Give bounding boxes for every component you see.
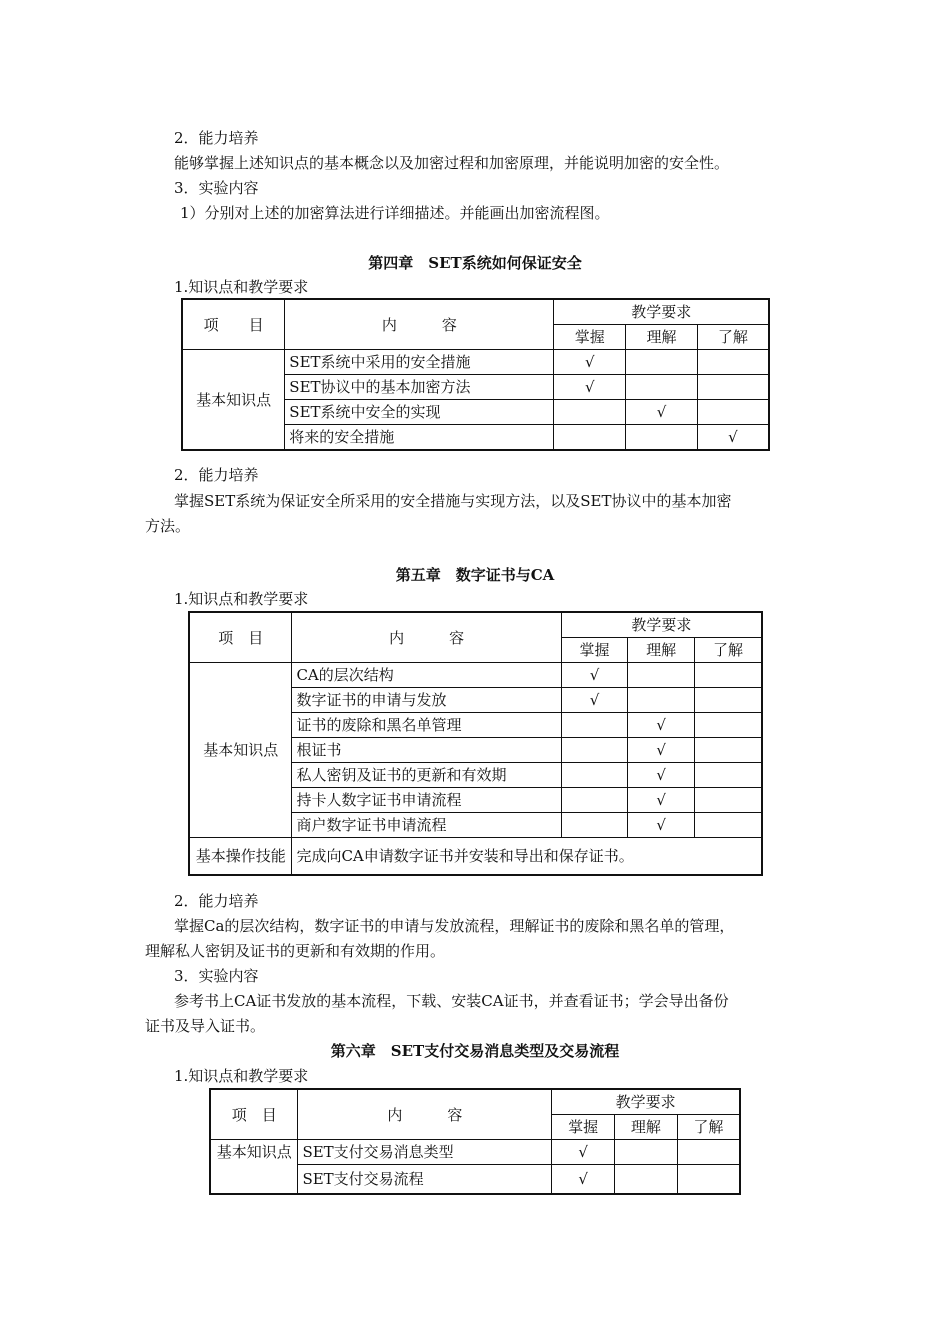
ch5-ability-line2: 理解私人密钥及证书的更新和有效期的作用。 xyxy=(145,942,446,960)
know-cell xyxy=(694,688,762,713)
chapter-4-title: 第四章 SET系统如何保证安全 xyxy=(368,254,582,272)
know-cell xyxy=(697,375,769,400)
col-header-master: 掌握 xyxy=(554,325,626,350)
category-cell: 基本知识点 xyxy=(210,1140,298,1165)
know-cell: √ xyxy=(697,425,769,451)
master-cell xyxy=(554,425,626,451)
col-header-know: 了解 xyxy=(677,1115,740,1140)
know-cell xyxy=(694,763,762,788)
master-cell xyxy=(561,788,628,813)
know-cell xyxy=(694,713,762,738)
experiment-label: 3．实验内容 xyxy=(174,179,259,197)
ch4-knowledge-label: 1.知识点和教学要求 xyxy=(174,278,309,296)
master-cell xyxy=(561,713,628,738)
ch4-ability-label: 2．能力培养 xyxy=(174,466,259,484)
understand-cell: √ xyxy=(626,400,698,425)
understand-cell: √ xyxy=(628,788,695,813)
know-cell xyxy=(697,350,769,375)
master-cell: √ xyxy=(561,688,628,713)
col-header-content: 内 容 xyxy=(292,612,561,663)
ch6-knowledge-label: 1.知识点和教学要求 xyxy=(174,1067,309,1085)
content-cell: 根证书 xyxy=(292,738,561,763)
col-header-item: 项 目 xyxy=(189,612,292,663)
know-cell xyxy=(677,1165,740,1195)
understand-cell xyxy=(628,688,695,713)
content-cell: 持卡人数字证书申请流程 xyxy=(292,788,561,813)
col-header-item: 项 目 xyxy=(182,299,285,350)
content-cell: SET系统中采用的安全措施 xyxy=(285,350,554,375)
col-header-understand: 理解 xyxy=(615,1115,678,1140)
content-cell: 证书的废除和黑名单管理 xyxy=(292,713,561,738)
understand-cell: √ xyxy=(628,763,695,788)
col-header-understand: 理解 xyxy=(628,638,695,663)
ch4-ability-line1: 掌握SET系统为保证安全所采用的安全措施与实现方法，以及SET协议中的基本加密 xyxy=(174,492,732,510)
content-cell: 数字证书的申请与发放 xyxy=(292,688,561,713)
table-row xyxy=(210,1140,740,1165)
know-cell xyxy=(697,400,769,425)
table-row xyxy=(182,350,769,375)
know-cell xyxy=(694,788,762,813)
col-header-know: 了解 xyxy=(697,325,769,350)
ch5-experiment-line1: 参考书上CA证书发放的基本流程，下载、安装CA证书，并查看证书；学会导出备份 xyxy=(174,992,729,1010)
col-header-requirement: 教学要求 xyxy=(561,612,762,638)
col-header-understand: 理解 xyxy=(626,325,698,350)
chapter-6-title: 第六章 SET支付交易消息类型及交易流程 xyxy=(330,1042,620,1060)
content-cell: SET系统中安全的实现 xyxy=(285,400,554,425)
master-cell xyxy=(554,400,626,425)
master-cell: √ xyxy=(554,350,626,375)
content-cell: SET支付交易流程 xyxy=(298,1165,552,1195)
ch5-experiment-label: 3．实验内容 xyxy=(174,967,259,985)
table-row xyxy=(189,838,762,876)
ch5-knowledge-label: 1.知识点和教学要求 xyxy=(174,590,309,608)
col-header-requirement: 教学要求 xyxy=(554,299,769,325)
understand-cell xyxy=(615,1140,678,1165)
category-cell: 基本知识点 xyxy=(189,663,292,838)
ch6-requirements-table xyxy=(209,1088,741,1195)
know-cell xyxy=(694,738,762,763)
master-cell xyxy=(561,763,628,788)
content-cell: SET支付交易消息类型 xyxy=(298,1140,552,1165)
master-cell xyxy=(561,813,628,838)
understand-cell: √ xyxy=(628,713,695,738)
category-cell-empty xyxy=(210,1165,298,1195)
ops-category-cell: 基本操作技能 xyxy=(189,838,292,876)
category-cell: 基本知识点 xyxy=(182,350,285,451)
understand-cell xyxy=(615,1165,678,1195)
master-cell: √ xyxy=(552,1140,615,1165)
know-cell xyxy=(694,813,762,838)
understand-cell xyxy=(628,663,695,688)
content-cell: 将来的安全措施 xyxy=(285,425,554,451)
col-header-know: 了解 xyxy=(694,638,762,663)
col-header-item: 项 目 xyxy=(210,1089,298,1140)
col-header-master: 掌握 xyxy=(552,1115,615,1140)
understand-cell xyxy=(626,375,698,400)
master-cell: √ xyxy=(554,375,626,400)
content-cell: CA的层次结构 xyxy=(292,663,561,688)
know-cell xyxy=(694,663,762,688)
table-row xyxy=(210,1165,740,1195)
content-cell: 私人密钥及证书的更新和有效期 xyxy=(292,763,561,788)
content-cell: 商户数字证书申请流程 xyxy=(292,813,561,838)
master-cell: √ xyxy=(552,1165,615,1195)
experiment-text: 1）分别对上述的加密算法进行详细描述。并能画出加密流程图。 xyxy=(180,204,610,222)
chapter-5-title: 第五章 数字证书与CA xyxy=(395,566,555,584)
ch5-requirements-table xyxy=(188,611,763,876)
master-cell: √ xyxy=(561,663,628,688)
ch4-ability-line2: 方法。 xyxy=(145,517,191,535)
ch5-ability-label: 2．能力培养 xyxy=(174,892,259,910)
ability-text: 能够掌握上述知识点的基本概念以及加密过程和加密原理，并能说明加密的安全性。 xyxy=(174,154,730,172)
ability-label: 2．能力培养 xyxy=(174,129,259,147)
ch5-experiment-line2: 证书及导入证书。 xyxy=(145,1017,266,1035)
col-header-content: 内 容 xyxy=(298,1089,552,1140)
col-header-requirement: 教学要求 xyxy=(552,1089,740,1115)
ch5-ability-line1: 掌握Ca的层次结构，数字证书的申请与发放流程，理解证书的废除和黑名单的管理， xyxy=(174,917,735,935)
col-header-content: 内 容 xyxy=(285,299,554,350)
know-cell xyxy=(677,1140,740,1165)
master-cell xyxy=(561,738,628,763)
table-row xyxy=(189,663,762,688)
understand-cell xyxy=(626,425,698,451)
understand-cell: √ xyxy=(628,738,695,763)
understand-cell xyxy=(626,350,698,375)
understand-cell: √ xyxy=(628,813,695,838)
content-cell: SET协议中的基本加密方法 xyxy=(285,375,554,400)
col-header-master: 掌握 xyxy=(561,638,628,663)
ch4-requirements-table xyxy=(181,298,770,451)
ops-content-cell: 完成向CA申请数字证书并安装和导出和保存证书。 xyxy=(292,838,762,876)
